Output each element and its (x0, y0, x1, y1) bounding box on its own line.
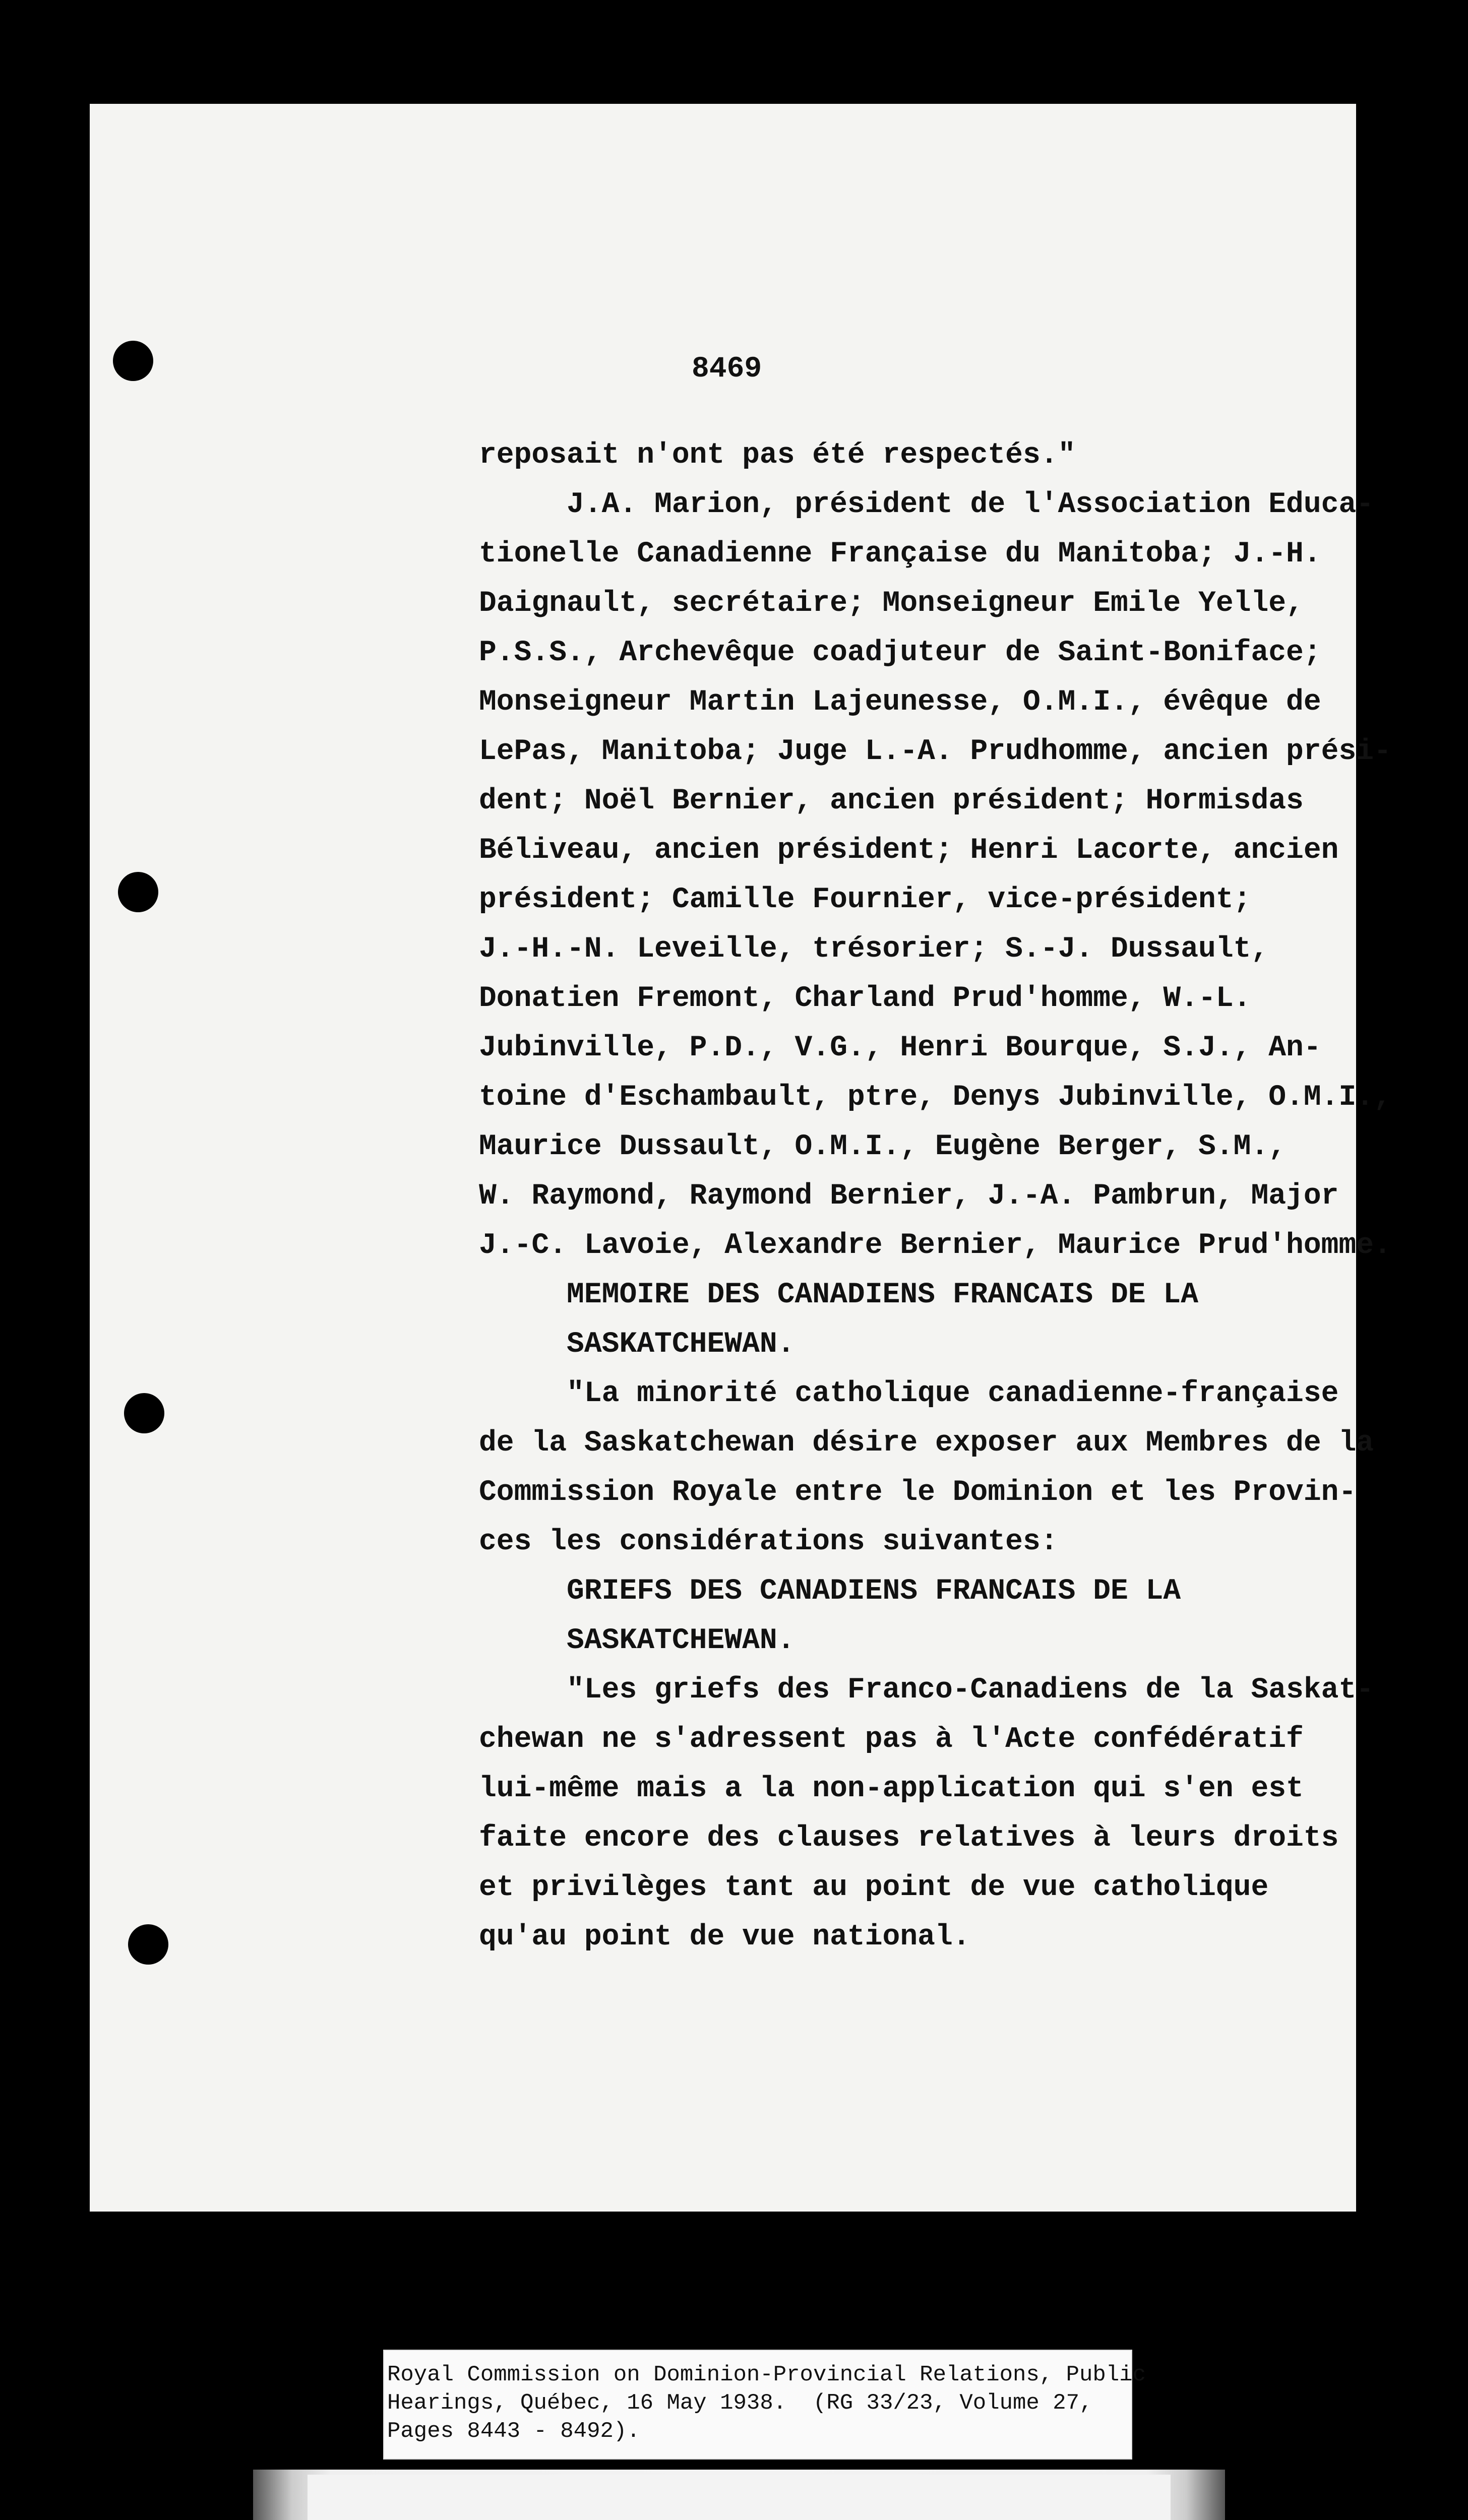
text-line: Daignault, secrétaire; Monseigneur Emile Yelle, (479, 587, 1304, 620)
punch-hole-1 (113, 341, 153, 381)
text-line: SASKATCHEWAN. (479, 1328, 795, 1361)
text-line: président; Camille Fournier, vice-président; (479, 884, 1251, 916)
text-line: Maurice Dussault, O.M.I., Eugène Berger, S.M., (479, 1130, 1287, 1163)
text-line: tionelle Canadienne Française du Manitoba; J.-H. (479, 538, 1321, 571)
punch-hole-4 (128, 1924, 168, 1965)
text-line: SASKATCHEWAN. (479, 1624, 795, 1657)
text-line: LePas, Manitoba; Juge L.-A. Prudhomme, ancien prési- (479, 735, 1391, 768)
text-line: qu'au point de vue national. (479, 1921, 970, 1954)
text-line: reposait n'ont pas été respectés." (479, 439, 1076, 472)
text-line: W. Raymond, Raymond Bernier, J.-A. Pambrun, Major (479, 1180, 1339, 1213)
text-line: J.-C. Lavoie, Alexandre Bernier, Maurice Prud'homme. (479, 1229, 1391, 1262)
text-line: chewan ne s'adressent pas à l'Acte confédératif (479, 1723, 1304, 1756)
text-line: J.A. Marion, président de l'Association Educa- (479, 488, 1374, 521)
text-line: dent; Noël Bernier, ancien président; Hormisdas (479, 785, 1304, 817)
typed-body-text (479, 431, 1391, 1962)
text-line: faite encore des clauses relatives à leurs droits (479, 1822, 1339, 1855)
text-line: Monseigneur Martin Lajeunesse, O.M.I., évêque de (479, 686, 1321, 719)
page-number: 8469 (692, 353, 762, 386)
text-line: P.S.S., Archevêque coadjuteur de Saint-Boniface; (479, 637, 1321, 669)
punch-hole-3 (124, 1393, 164, 1433)
text-line: Donatien Fremont, Charland Prud'homme, W.-L. (479, 982, 1251, 1015)
text-line: et privilèges tant au point de vue catholique (479, 1871, 1269, 1904)
punch-hole-2 (118, 872, 158, 912)
text-line: ces les considérations suivantes: (479, 1526, 1058, 1558)
text-line: J.-H.-N. Leveille, trésorier; S.-J. Dussault, (479, 933, 1269, 966)
text-line: Béliveau, ancien président; Henri Lacorte, ancien (479, 834, 1339, 867)
text-line: lui-même mais a la non-application qui s'en est (479, 1773, 1304, 1805)
text-line: Jubinville, P.D., V.G., Henri Bourque, S.J., An- (479, 1032, 1321, 1064)
text-line: "Les griefs des Franco-Canadiens de la Saskat- (479, 1674, 1374, 1707)
text-line: GRIEFS DES CANADIENS FRANCAIS DE LA (479, 1575, 1181, 1608)
archive-caption: Royal Commission on Dominion-Provincial Relations, Public Hearings, Québec, 16 May 1938. (RG 33/23, Volume 27, Pages 8443 - 8492). (383, 2350, 1132, 2460)
text-line: "La minorité catholique canadienne-française (479, 1377, 1339, 1410)
text-line: Commission Royale entre le Dominion et les Provin- (479, 1476, 1357, 1509)
text-line: MEMOIRE DES CANADIENS FRANCAIS DE LA (479, 1279, 1199, 1311)
text-line: toine d'Eschambault, ptre, Denys Jubinville, O.M.I., (479, 1081, 1391, 1114)
public-archives-stamp (308, 2475, 1171, 2520)
text-line: de la Saskatchewan désire exposer aux Membres de la (479, 1427, 1374, 1460)
